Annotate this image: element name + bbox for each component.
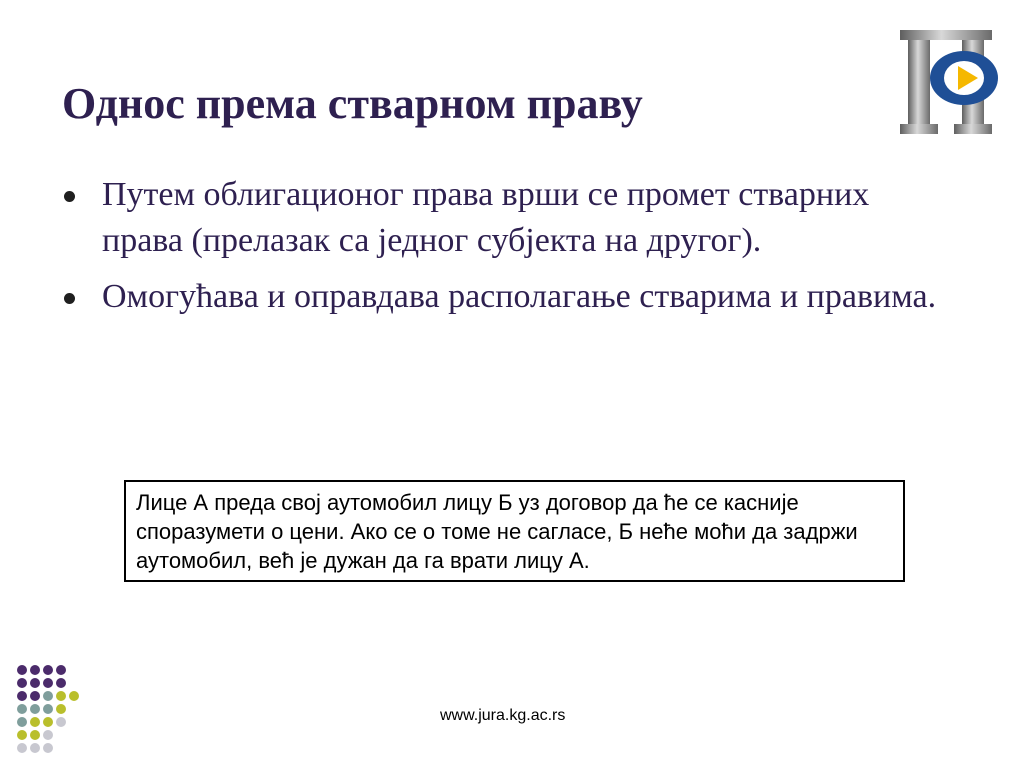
decor-dot	[17, 730, 27, 740]
decor-dot	[30, 691, 40, 701]
decorative-dot-grid-icon	[16, 664, 86, 754]
decor-dot	[17, 717, 27, 727]
decor-dot	[30, 678, 40, 688]
decor-dot	[43, 665, 53, 675]
decor-dot	[17, 691, 27, 701]
decor-dot	[43, 730, 53, 740]
bullet-text: Путем облигационог права врши се промет стварних права (прелазак са једног субјекта на другог).	[102, 176, 870, 259]
decor-dot	[30, 665, 40, 675]
bullet-text: Омогућава и оправдава располагање стварима и правима.	[102, 278, 937, 315]
bullet-item	[62, 274, 942, 320]
law-faculty-logo-icon	[898, 26, 1006, 138]
decor-dot	[17, 743, 27, 753]
decor-dot	[56, 665, 66, 675]
bullet-icon	[64, 191, 75, 202]
bullet-list	[62, 172, 942, 330]
decor-dot	[43, 743, 53, 753]
decor-dot	[43, 717, 53, 727]
decor-dot	[56, 717, 66, 727]
bullet-icon	[64, 293, 75, 304]
example-note-box	[124, 480, 905, 582]
decor-dot	[30, 717, 40, 727]
decor-dot	[43, 704, 53, 714]
decor-dot	[43, 678, 53, 688]
decor-dot	[17, 665, 27, 675]
footer-url: www.jura.kg.ac.rs	[440, 707, 566, 724]
decor-dot	[30, 743, 40, 753]
decor-dot	[43, 691, 53, 701]
decor-dot	[56, 678, 66, 688]
example-note-text: Лице А преда свој аутомобил лицу Б уз договор да ће се касније споразумети о цени. Ако се о томе не сагласе, Б неће моћи да задржи аутомобил, већ је дужан да га врати лицу А.	[136, 490, 858, 573]
decor-dot	[30, 730, 40, 740]
decor-dot	[69, 691, 79, 701]
bullet-item	[62, 172, 942, 264]
decor-dot	[17, 704, 27, 714]
decor-dot	[56, 691, 66, 701]
decor-dot	[56, 704, 66, 714]
decor-dot	[17, 678, 27, 688]
slide-title: Однос према стварном праву	[62, 79, 643, 128]
decor-dot	[30, 704, 40, 714]
